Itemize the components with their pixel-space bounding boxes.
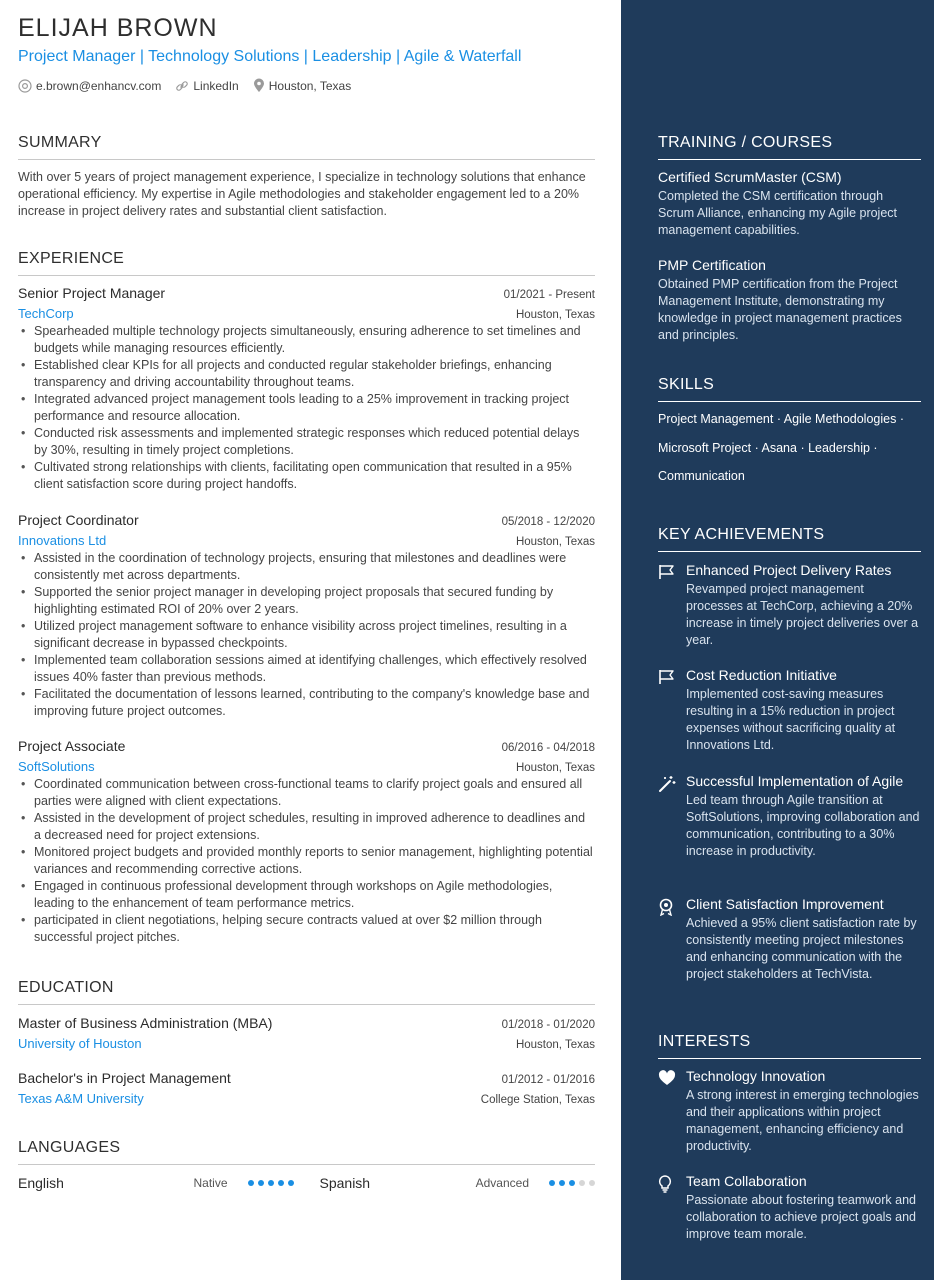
proficiency-dot xyxy=(288,1180,294,1186)
bullet: • Assisted in the development of project schedules, resulting in improved adherence to deadlines and a decreased need for project extensions. xyxy=(18,810,595,844)
sidebar xyxy=(621,0,934,1280)
school[interactable]: Texas A&M University xyxy=(18,1091,144,1106)
job-entry xyxy=(18,285,595,493)
education-entry xyxy=(18,1070,595,1106)
job-date: 06/2016 - 04/2018 xyxy=(501,742,595,754)
bullet: • Integrated advanced project management tools leading to a 25% improvement in tracking project performance and resource allocation. xyxy=(18,391,595,425)
job-title: Project Coordinator xyxy=(18,512,139,528)
job-bullets xyxy=(18,550,595,720)
linkedin-text: LinkedIn xyxy=(193,78,239,93)
proficiency-dot xyxy=(268,1180,274,1186)
training-title: Certified ScrumMaster (CSM) xyxy=(658,169,842,185)
skill: Leadership xyxy=(808,440,870,455)
achievement-text: Led team through Agile transition at SoftSolutions, improving collaboration and communication, contributing to a 30% increase in productivity. xyxy=(686,793,920,858)
achievement-text: Achieved a 95% client satisfaction rate by consistently meeting project milestones and enhancing communication with the project stakeholders at TechVista. xyxy=(686,916,917,981)
training-title: PMP Certification xyxy=(658,257,766,273)
achievement-text: Implemented cost-saving measures resulting in a 15% reduction in project expenses without sacrificing quality at Innovations Ltd. xyxy=(686,687,896,752)
job-title: Senior Project Manager xyxy=(18,285,166,301)
location-text: Houston, Texas xyxy=(268,78,352,93)
bullet: • Coordinated communication between cross-functional teams to clarify project goals and ensured all parties were aligned with client expectations. xyxy=(18,776,595,810)
school[interactable]: University of Houston xyxy=(18,1036,142,1051)
interest-title: Team Collaboration xyxy=(686,1173,807,1189)
skill: Microsoft Project xyxy=(658,440,752,455)
job-bullets xyxy=(18,776,595,946)
bullet: • participated in client negotiations, helping secure contracts valued at over $2 million through successful project pitches. xyxy=(18,912,595,946)
at-sign-icon xyxy=(18,79,32,93)
job-title: Project Associate xyxy=(18,738,126,754)
bullet: • Supported the senior project manager in developing project proposals that secured funding by highlighting estimated ROI of 20% over 2 years. xyxy=(18,584,595,618)
proficiency-dot xyxy=(559,1180,565,1186)
summary-heading: SUMMARY xyxy=(18,134,595,160)
map-pin-icon xyxy=(253,78,265,93)
proficiency-dot xyxy=(258,1180,264,1186)
training-heading: TRAINING / COURSES xyxy=(658,134,921,160)
edu-location: Houston, Texas xyxy=(515,1039,595,1051)
skills-heading: SKILLS xyxy=(658,376,921,402)
language-name: Spanish xyxy=(319,1175,371,1191)
job-location: Houston, Texas xyxy=(515,762,595,774)
interest-item xyxy=(658,1173,921,1243)
achievement-title: Enhanced Project Delivery Rates xyxy=(686,562,892,578)
bullet: • Engaged in continuous professional development through workshops on Agile methodologies, leading to the enhancement of team performance metrics. xyxy=(18,878,595,912)
job-entry xyxy=(18,738,595,946)
interest-item xyxy=(658,1068,921,1155)
magic-wand-icon xyxy=(658,775,676,793)
languages-heading: LANGUAGES xyxy=(18,1139,595,1165)
candidate-name: ELIJAH BROWN xyxy=(18,14,218,42)
training-text: Obtained PMP certification from the Project Management Institute, demonstrating my knowledge in project management practices and principles. xyxy=(658,277,902,342)
skill: Communication xyxy=(658,469,745,483)
training-text: Completed the CSM certification through Scrum Alliance, enhancing my Agile project management capabilities. xyxy=(658,189,898,237)
language-level: Advanced xyxy=(475,1176,529,1190)
contact-linkedin[interactable] xyxy=(175,79,238,93)
edu-location: College Station, Texas xyxy=(480,1094,595,1106)
job-date: 01/2021 - Present xyxy=(503,289,595,301)
proficiency-dots xyxy=(244,1180,294,1186)
degree: Master of Business Administration (MBA) xyxy=(18,1015,273,1031)
education-heading: EDUCATION xyxy=(18,979,595,1005)
proficiency-dot xyxy=(549,1180,555,1186)
language-name: English xyxy=(18,1175,64,1191)
job-date: 05/2018 - 12/2020 xyxy=(501,516,595,528)
email-text: e.brown@enhancv.com xyxy=(36,78,162,93)
summary-text: With over 5 years of project management experience, I specialize in technology solutions that enhance operational efficiency. My expertise in Agile methodologies and stakeholder engagement led to a 20% increase in project delivery rates and substantial client satisfaction. xyxy=(18,170,586,218)
bullet: • Established clear KPIs for all projects and conducted regular stakeholder briefings, enhancing transparency and driving accountability throughout teams. xyxy=(18,357,595,391)
edu-date: 01/2018 - 01/2020 xyxy=(501,1019,595,1031)
training-item xyxy=(658,257,921,344)
achievement-title: Cost Reduction Initiative xyxy=(686,667,837,683)
proficiency-dot xyxy=(248,1180,254,1186)
bullet: • Spearheaded multiple technology projects simultaneously, ensuring adherence to set timelines and budgets while managing resources efficiently. xyxy=(18,323,595,357)
achievements-heading: KEY ACHIEVEMENTS xyxy=(658,526,921,552)
language-level: Native xyxy=(193,1176,228,1190)
achievement-item xyxy=(658,667,921,754)
job-location: Houston, Texas xyxy=(515,536,595,548)
job-company[interactable]: TechCorp xyxy=(18,306,74,321)
interest-text: A strong interest in emerging technologies and their applications within project management, enhancing efficiency and productivity. xyxy=(686,1088,919,1153)
achievement-title: Successful Implementation of Agile xyxy=(686,773,904,789)
skill: Asana xyxy=(761,440,797,455)
bullet: • Facilitated the documentation of lessons learned, contributing to the company's knowledge base and improving future project outcomes. xyxy=(18,686,595,720)
bullet: • Monitored project budgets and provided monthly reports to senior management, highlighting potential variances and recommending corrective actions. xyxy=(18,844,595,878)
medal-icon xyxy=(658,898,674,916)
languages-row xyxy=(18,1175,595,1191)
interests-heading: INTERESTS xyxy=(658,1033,921,1059)
edu-date: 01/2012 - 01/2016 xyxy=(501,1074,595,1086)
job-entry xyxy=(18,512,595,720)
bullet: • Assisted in the coordination of technology projects, ensuring that milestones and deadlines were consistently met across departments. xyxy=(18,550,595,584)
bullet: • Utilized project management software to enhance visibility across project timelines, resulting in a significant decrease in bypassed checkpoints. xyxy=(18,618,595,652)
contact-bar xyxy=(18,78,365,93)
achievement-item xyxy=(658,896,921,983)
contact-email[interactable] xyxy=(18,79,161,93)
degree: Bachelor's in Project Management xyxy=(18,1070,231,1086)
proficiency-dot xyxy=(589,1180,595,1186)
proficiency-dot xyxy=(579,1180,585,1186)
headline: Project Manager | Technology Solutions | Leadership | Agile & Waterfall xyxy=(18,48,522,65)
lightbulb-icon xyxy=(658,1175,672,1193)
contact-location xyxy=(253,78,352,93)
language-item xyxy=(18,1175,294,1191)
job-bullets xyxy=(18,323,595,493)
achievement-title: Client Satisfaction Improvement xyxy=(686,896,884,912)
education-entry xyxy=(18,1015,595,1051)
interest-text: Passionate about fostering teamwork and collaboration to achieve project goals and improve team morale. xyxy=(686,1193,917,1241)
job-company[interactable]: SoftSolutions xyxy=(18,759,95,774)
experience-heading: EXPERIENCE xyxy=(18,250,595,276)
skills-list: Project Management · Agile Methodologies · Microsoft Project · Asana · Leadership · Communication xyxy=(658,412,904,483)
flag-icon xyxy=(658,669,676,685)
job-company[interactable]: Innovations Ltd xyxy=(18,533,107,548)
achievement-item xyxy=(658,773,921,860)
interest-title: Technology Innovation xyxy=(686,1068,826,1084)
bullet: • Cultivated strong relationships with clients, facilitating open communication that resulted in a 95% client satisfaction score during project handoffs. xyxy=(18,459,595,493)
bullet: • Conducted risk assessments and implemented strategic responses which reduced potential delays by 30%, resulting in timely project completions. xyxy=(18,425,595,459)
achievement-item xyxy=(658,562,921,649)
language-item xyxy=(320,1175,596,1191)
heart-icon xyxy=(658,1070,676,1086)
proficiency-dot xyxy=(569,1180,575,1186)
bullet: • Implemented team collaboration sessions aimed at identifying challenges, which effectively resolved issues 40% faster than previous methods. xyxy=(18,652,595,686)
skill: Project Management xyxy=(658,412,774,426)
flag-icon xyxy=(658,564,676,580)
training-item xyxy=(658,169,921,239)
achievement-text: Revamped project management processes at TechCorp, achieving a 20% increase in timely project deliveries over a year. xyxy=(686,582,919,647)
proficiency-dots xyxy=(545,1180,595,1186)
job-location: Houston, Texas xyxy=(515,309,595,321)
proficiency-dot xyxy=(278,1180,284,1186)
link-icon xyxy=(175,79,189,93)
skill: Agile Methodologies xyxy=(783,412,897,426)
